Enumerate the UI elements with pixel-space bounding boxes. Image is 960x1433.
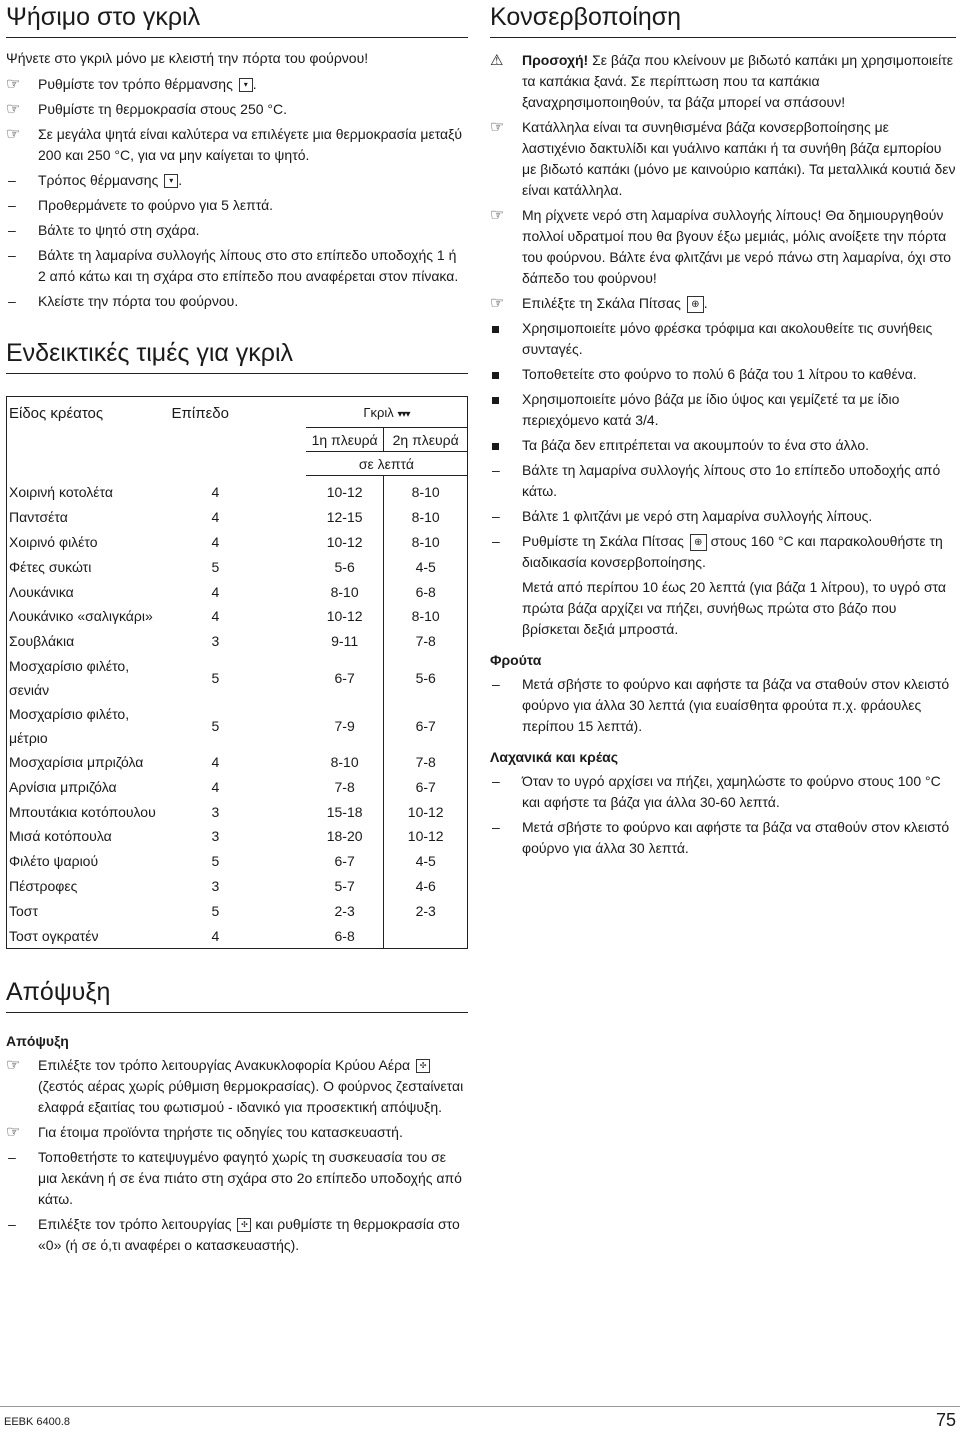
dash-bullet: – — [492, 819, 500, 835]
side2-cell: 7-8 — [384, 750, 468, 775]
meat-cell: Χοιρινή κοτολέτα — [9, 484, 113, 501]
warning-icon: ⚠ — [490, 52, 504, 69]
list-item — [6, 124, 468, 166]
side2-cell: 6-7 — [384, 774, 468, 799]
item-text: Βάλτε τη λαμαρίνα συλλογής λίπους στο στο επίπεδο υποδοχής 1 ή 2 από κάτω και τη σχάρα στο επίπεδο που αναφέρεται στον πίνακα. — [38, 247, 459, 284]
dash-bullet: – — [8, 222, 16, 238]
list-item — [6, 245, 468, 287]
list-item — [6, 74, 468, 95]
table-row — [7, 774, 468, 799]
item-text: Τα βάζα δεν επιτρέπεται να ακουμπούν το ένα στο άλλο. — [522, 437, 870, 453]
side1-cell: 6-7 — [334, 669, 355, 686]
table-row — [7, 923, 468, 948]
meat-cell: Λουκάνικο «σαλιγκάρι» — [9, 608, 153, 625]
defrost-subtitle: Απόψυξη — [6, 1032, 69, 1049]
grill-intro: Ψήνετε στο γκριλ μόνο με κλειστή την πόρτα του φούρνου! — [6, 50, 369, 66]
meat-cell: Χοιρινό φιλέτο — [9, 533, 98, 550]
pointing-hand-icon: ☞ — [6, 101, 21, 118]
dash-bullet: – — [492, 773, 500, 789]
list-item — [490, 117, 956, 201]
item-text-continued: στους 160 °C και παρακολουθήστε τη διαδικασία κονσερβοποίησης. — [522, 533, 943, 570]
meat-cell: Πέστροφες — [9, 877, 78, 894]
item-text: Κατάλληλα είναι τα συνηθισμένα βάζα κονσερβοποίησης με λαστιχένιο δακτυλίδι και γυάλινο καπάκι ή τα συνήθη βάζα εμπορίου με βιδωτό καπάκι (μόνο με καινούριο καπάκι). Τα μεταλλικά κουτιά δεν είναι κατάλληλα. — [522, 119, 956, 198]
item-text: Χρησιμοποιείτε μόνο βάζα με ίδιο ύψος και γεμίζετέ τα με ίδιο περιεχόμενο κατά 3/4. — [522, 391, 900, 428]
side1-cell: 8-10 — [330, 753, 359, 770]
meat-cell: Τοστ ογκρατέν — [9, 927, 99, 944]
side2-cell: 4-5 — [384, 554, 468, 579]
right-column — [490, 0, 956, 863]
item-text: Βάλτε το ψητό στη σχάρα. — [38, 222, 200, 238]
side1-cell: 15-18 — [326, 803, 363, 820]
list-item — [490, 50, 956, 113]
list-item — [490, 389, 956, 431]
table-row — [7, 750, 468, 775]
level-cell: 3 — [211, 877, 220, 894]
item-text: Μετά σβήστε το φούρνο και αφήστε τα βάζα να σταθούν στον κλειστό φούρνο για άλλα 30 λεπτά. — [522, 819, 950, 856]
left-column — [6, 0, 468, 1260]
list-item — [490, 531, 956, 573]
meat-cell: Μισά κοτόπουλα — [9, 828, 112, 845]
table-row — [7, 476, 468, 505]
side1-cell: 2-3 — [334, 902, 355, 919]
side2-cell: 6-8 — [384, 579, 468, 604]
pointing-hand-icon: ☞ — [6, 1056, 21, 1074]
pizza-icon: ⊕ — [687, 296, 704, 313]
veg-title: Λαχανικά και κρέας — [490, 749, 619, 765]
dash-bullet: – — [8, 172, 16, 188]
dash-bullet: – — [492, 676, 500, 692]
item-text: Προθερμάνετε το φούρνο για 5 λεπτά. — [38, 197, 274, 213]
col-grill-header — [306, 397, 468, 428]
list-item — [490, 205, 956, 289]
item-text: Επιλέξτε τον τρόπο λειτουργίας Ανακυκλοφορία Κρύου Αέρα — [38, 1056, 411, 1073]
meat-cell: Φιλέτο ψαριού — [9, 853, 99, 870]
list-item — [6, 291, 468, 312]
level-cell: 4 — [211, 927, 220, 944]
item-text: Τοποθετήστε το κατεψυγμένο φαγητό χωρίς τη συσκευασία του σε μια λεκάνη ή σε ένα πιάτο στη σχάρα στο 2ο επίπεδο υποδοχής από κάτω. — [38, 1148, 462, 1207]
grill-icon: ▾ — [239, 78, 253, 92]
list-item — [6, 99, 468, 120]
defrost-instructions — [6, 1055, 468, 1256]
level-cell: 5 — [211, 902, 220, 919]
list-item — [490, 817, 956, 859]
side1-cell: 8-10 — [330, 583, 359, 600]
col-meat-header: Είδος κρέατος — [9, 405, 104, 422]
pointing-hand-icon: ☞ — [490, 295, 505, 312]
grill-instructions — [6, 74, 468, 312]
dash-bullet: – — [8, 197, 16, 213]
item-text: Ρυθμίστε τον τρόπο θέρμανσης — [38, 76, 233, 92]
grill-title: Ψήσιμο στο γκριλ — [6, 0, 468, 38]
meat-cell: Μοσχαρίσιο φιλέτο, σενιάν — [9, 657, 130, 698]
level-cell: 5 — [211, 669, 220, 686]
meat-cell: Φέτες συκώτι — [9, 558, 92, 575]
level-cell: 4 — [211, 484, 220, 501]
page-number: 75 — [935, 1410, 956, 1430]
side2-cell: 10-12 — [384, 824, 468, 849]
grill-icon: ▾▾▾ — [397, 409, 410, 420]
list-item — [490, 506, 956, 527]
item-text-continued: (ζεστός αέρας χωρίς ρύθμιση θερμοκρασίας). Ο φούρνος ζεσταίνεται ελαφρά εξαιτίας του φωτισμού - ιδανικό για προσεκτική απόψυξη. — [38, 1077, 464, 1115]
side2-cell: 4-6 — [384, 874, 468, 899]
level-cell: 4 — [211, 509, 220, 526]
dash-bullet: – — [8, 1148, 16, 1165]
level-cell: 3 — [211, 803, 220, 820]
side2-cell: 8-10 — [384, 505, 468, 530]
col-level-header: Επίπεδο — [171, 405, 229, 422]
table-title: Ενδεικτικές τιμές για γκριλ — [6, 336, 468, 374]
item-text-continued: . — [178, 172, 183, 188]
level-cell: 4 — [211, 608, 220, 625]
level-cell: 4 — [211, 583, 220, 600]
table-row — [7, 702, 468, 750]
table-row — [7, 530, 468, 555]
side2-cell: 2-3 — [384, 898, 468, 923]
item-text-continued: . — [703, 295, 708, 311]
table-row — [7, 799, 468, 824]
list-item — [6, 1055, 468, 1118]
level-cell: 5 — [211, 853, 220, 870]
grill-icon: ▾ — [164, 174, 178, 188]
pointing-hand-icon: ☞ — [490, 207, 505, 224]
fan-icon: ✣ — [237, 1218, 251, 1232]
list-item — [490, 674, 956, 737]
level-cell: 5 — [211, 717, 220, 734]
meat-cell: Παντσέτα — [9, 509, 68, 526]
grill-label: Γκριλ — [363, 405, 394, 420]
list-item — [490, 293, 956, 314]
table-row — [7, 898, 468, 923]
item-text: Χρησιμοποιείτε μόνο φρέσκα τρόφιμα και ακολουθείτε τις συνήθεις συνταγές. — [522, 320, 933, 357]
dash-bullet: – — [492, 533, 500, 549]
preserve-title: Κονσερβοποίηση — [490, 0, 956, 38]
meat-cell: Σουβλάκια — [9, 633, 75, 650]
square-bullet — [490, 435, 520, 456]
side2-cell: 8-10 — [384, 476, 468, 505]
square-bullet — [490, 364, 520, 385]
level-cell: 4 — [211, 533, 220, 550]
item-text-continued: . — [252, 76, 257, 92]
meat-cell: Μοσχαρίσια μπριζόλα — [9, 753, 144, 770]
side2-cell: 5-6 — [384, 654, 468, 702]
meat-cell: Αρνίσια μπριζόλα — [9, 778, 117, 795]
side1-cell: 6-7 — [334, 853, 355, 870]
level-cell: 3 — [211, 633, 220, 650]
side2-cell: 4-5 — [384, 849, 468, 874]
table-row — [7, 849, 468, 874]
meat-cell: Τοστ — [9, 902, 38, 919]
level-cell: 3 — [211, 828, 220, 845]
table-row — [7, 579, 468, 604]
col-unit-header: σε λεπτά — [306, 452, 468, 476]
side2-cell: 7-8 — [384, 629, 468, 654]
list-item — [6, 195, 468, 216]
side1-cell: 9-11 — [331, 633, 359, 650]
side1-cell: 10-12 — [326, 533, 363, 550]
pointing-hand-icon: ☞ — [6, 76, 21, 93]
item-text: Μετά σβήστε το φούρνο και αφήστε τα βάζα να σταθούν στον κλειστό φούρνο για άλλα 30 λεπτά (για ευαίσθητα φρούτα π.χ. φράουλες περίπου 15 λεπτά). — [522, 676, 950, 734]
side1-cell: 10-12 — [326, 484, 363, 501]
table-row — [7, 629, 468, 654]
table-body — [7, 476, 468, 949]
preserve-instructions — [490, 50, 956, 573]
grill-values-table — [6, 396, 468, 949]
side1-cell: 6-8 — [334, 927, 355, 944]
item-text: Για έτοιμα προϊόντα τηρήστε τις οδηγίες του κατασκευαστή. — [38, 1123, 403, 1140]
side1-cell: 7-9 — [334, 717, 355, 734]
footer-divider — [0, 1406, 960, 1407]
item-text: Βάλτε 1 φλιτζάνι με νερό στη λαμαρίνα συλλογής λίπους. — [522, 508, 873, 524]
fruit-instructions — [490, 674, 956, 737]
fan-icon: ✣ — [416, 1059, 430, 1073]
list-item — [6, 220, 468, 241]
list-item — [6, 1214, 468, 1256]
col-side1-header: 1η πλευρά — [306, 428, 384, 452]
item-text: Σε μεγάλα ψητά είναι καλύτερα να επιλέγετε μια θερμοκρασία μεταξύ 200 και 250 °C, για να μην καίγεται το ψητό. — [38, 126, 463, 163]
side1-cell: 12-15 — [326, 509, 363, 526]
veg-instructions — [490, 771, 956, 859]
dash-bullet: – — [492, 462, 500, 478]
side2-cell: 8-10 — [384, 530, 468, 555]
footer-code: EEBK 6400.8 — [4, 1416, 71, 1428]
pointing-hand-icon: ☞ — [6, 126, 21, 143]
level-cell: 5 — [211, 558, 220, 575]
list-item — [490, 435, 956, 456]
item-text: Βάλτε τη λαμαρίνα συλλογής λίπους στο 1ο επίπεδο υποδοχής από κάτω. — [522, 462, 941, 499]
dash-bullet: – — [492, 508, 500, 524]
list-item — [6, 1147, 468, 1210]
dash-bullet: – — [8, 1215, 16, 1232]
side1-cell: 18-20 — [326, 828, 363, 845]
item-text: Μη ρίχνετε νερό στη λαμαρίνα συλλογής λίπους! Θα δημιουργηθούν πολλοί υδρατμοί που θα βγουν έξω μεμιάς, μόλις ανοίξετε την πόρτα του φούρνου. Βάλτε ένα φλιτζάνι με νερό πάνω στη λαμαρίνα, όχι στο δάπεδο του φούρνου! — [522, 207, 952, 286]
item-text: Τοποθετείτε στο φούρνο το πολύ 6 βάζα του 1 λίτρου το καθένα. — [522, 366, 917, 382]
table-row — [7, 554, 468, 579]
item-text: Επιλέξτε τον τρόπο λειτουργίας — [38, 1215, 232, 1232]
item-text: Επιλέξτε τη Σκάλα Πίτσας — [522, 295, 681, 311]
item-text: Τρόπος θέρμανσης — [38, 172, 159, 188]
pizza-icon: ⊕ — [690, 534, 707, 551]
side1-cell: 10-12 — [326, 608, 363, 625]
level-cell: 4 — [211, 753, 220, 770]
list-item — [6, 1122, 468, 1143]
side2-cell: 8-10 — [384, 604, 468, 629]
meat-cell: Μπουτάκια κοτόπουλου — [9, 803, 156, 820]
item-text: Ρυθμίστε τη Σκάλα Πίτσας — [522, 533, 684, 549]
table-row — [7, 824, 468, 849]
side2-cell: 6-7 — [384, 702, 468, 750]
list-item — [6, 170, 468, 191]
defrost-title: Απόψυξη — [6, 975, 468, 1013]
list-item — [490, 460, 956, 502]
warning-label: Προσοχή! — [522, 52, 589, 68]
pointing-hand-icon: ☞ — [6, 1123, 21, 1141]
side1-cell: 7-8 — [334, 778, 355, 795]
pointing-hand-icon: ☞ — [490, 119, 505, 136]
item-text-continued: και ρυθμίστε τη θερμοκρασία στο «0» (ή σε ό,τι αναφέρει ο κατασκευαστής). — [38, 1215, 460, 1253]
item-text: Ρυθμίστε τη θερμοκρασία στους 250 °C. — [38, 101, 287, 117]
table-row — [7, 874, 468, 899]
list-item — [490, 318, 956, 360]
meat-cell: Μοσχαρίσιο φιλέτο, μέτριο — [9, 705, 130, 746]
square-bullet — [490, 389, 520, 410]
table-row — [7, 604, 468, 629]
table-row — [7, 654, 468, 702]
preserve-note: Μετά από περίπου 10 έως 20 λεπτά (για βάζα 1 λίτρου), το υγρό στα πρώτα βάζα αρχίζει να πήζει, συνήθως πρώτα στο βάζο που βρίσκεται δεξιά μπροστά. — [522, 579, 947, 637]
side2-cell: 10-12 — [384, 799, 468, 824]
fruit-title: Φρούτα — [490, 652, 542, 668]
side2-cell — [384, 923, 468, 948]
dash-bullet: – — [8, 247, 16, 263]
list-item — [490, 771, 956, 813]
side1-cell: 5-6 — [334, 558, 355, 575]
side1-cell: 5-7 — [334, 877, 355, 894]
table-row — [7, 505, 468, 530]
col-side2-header: 2η πλευρά — [384, 428, 468, 452]
square-bullet — [490, 318, 520, 339]
item-text: Κλείστε την πόρτα του φούρνου. — [38, 293, 239, 309]
level-cell: 4 — [211, 778, 220, 795]
meat-cell: Λουκάνικα — [9, 583, 74, 600]
item-text: Σε βάζα που κλείνουν με βιδωτό καπάκι μη χρησιμοποιείτε τα καπάκια ξανά. Σε περίπτωση που τα καπάκια ξαναχρησιμοποιηθούν, τα βάζα μπορεί να σπάσουν! — [522, 52, 954, 110]
item-text: Όταν το υγρό αρχίσει να πήζει, χαμηλώστε το φούρνο στους 100 °C και αφήστε τα βάζα για άλλα 30-60 λεπτά. — [522, 773, 941, 810]
list-item — [490, 364, 956, 385]
dash-bullet: – — [8, 293, 16, 309]
